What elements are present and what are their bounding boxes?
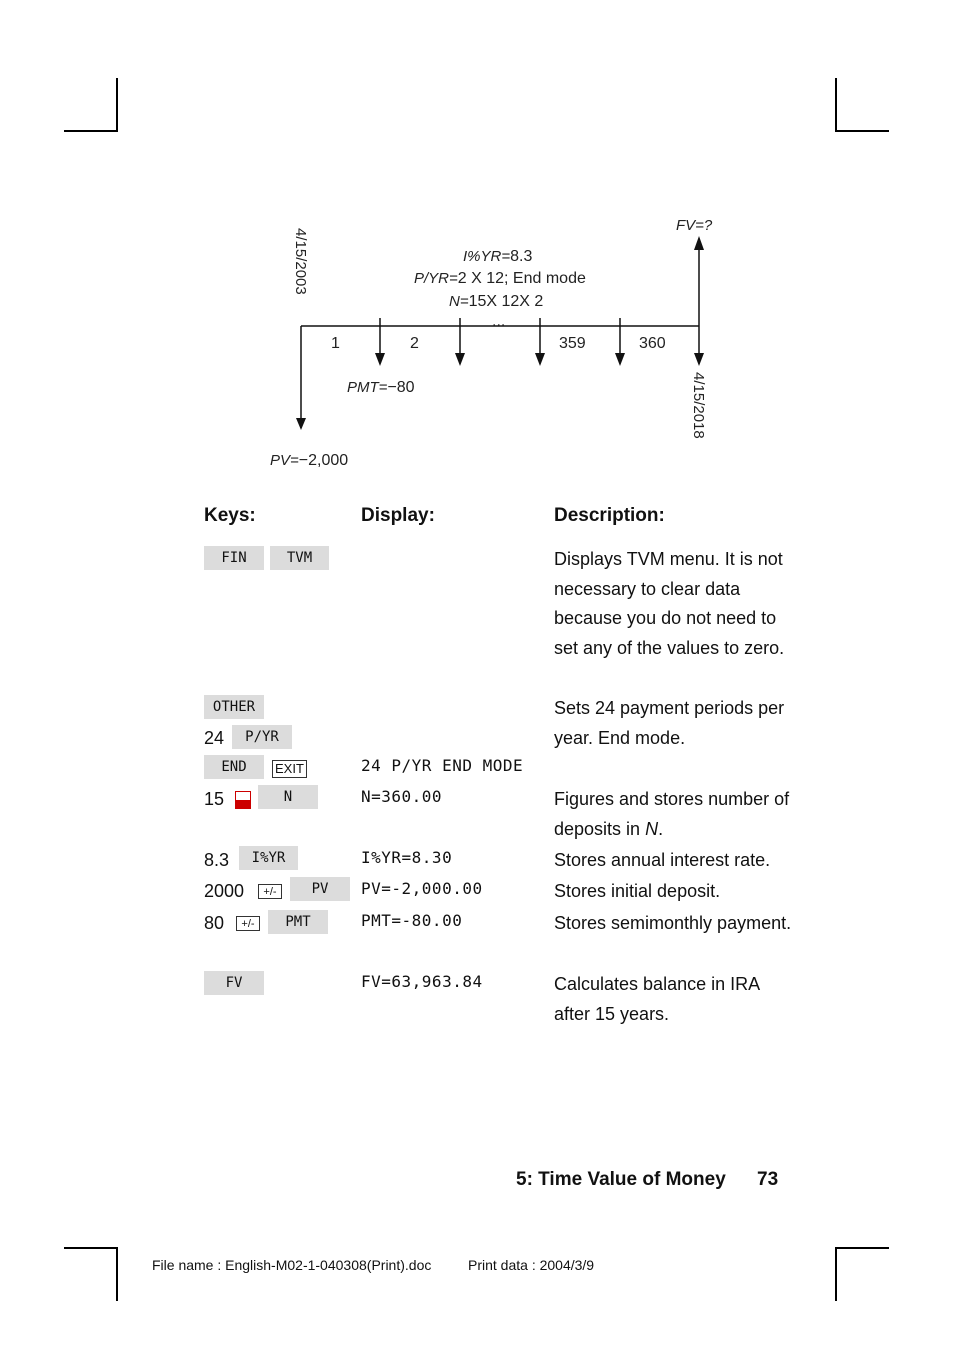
- crop-mark-bottom-left-v: [116, 1247, 118, 1301]
- file-name: File name : English-M02-1-040308(Print).doc: [152, 1257, 432, 1273]
- pv-label: PV=: [270, 452, 299, 469]
- description-header: Description:: [554, 505, 665, 526]
- display-readout: I%YR=8.30: [361, 848, 453, 867]
- svg-text:PMT=−80: [347, 379, 415, 396]
- description-text: Displays TVM menu. It is not necessary to clear data because you do not need to set any of the values to zero.: [554, 549, 785, 659]
- fv-key[interactable]: FV: [204, 971, 264, 995]
- svg-text:P/YR=2 X 12; End mode: [414, 270, 586, 287]
- display-readout: FV=63,963.84: [361, 972, 483, 991]
- end-date: 4/15/2018: [690, 372, 707, 439]
- start-date: 4/15/2003: [292, 228, 309, 295]
- display-readout: N=360.00: [361, 787, 443, 806]
- shift-key-icon[interactable]: [235, 791, 251, 809]
- iyr-label: I%YR=: [463, 248, 511, 265]
- chapter-title: 5: Time Value of Money: [516, 1169, 726, 1190]
- ellipsis: ...: [492, 313, 506, 330]
- crop-mark-bottom-left-h: [64, 1247, 118, 1249]
- pv-value: −2,000: [298, 452, 349, 469]
- description-text: Calculates balance in IRA after 15 years.: [554, 974, 760, 1024]
- pyr-label: P/YR=: [414, 270, 458, 287]
- pyr-value: 2 X 12; End mode: [457, 270, 586, 287]
- key-prefix: 15: [204, 789, 225, 809]
- key-prefix: 8.3: [204, 850, 230, 870]
- key-prefix: 2000: [204, 881, 245, 901]
- change-sign-key[interactable]: +/-: [236, 916, 260, 931]
- n-key[interactable]: N: [258, 785, 318, 809]
- fin-key[interactable]: FIN: [204, 546, 264, 570]
- pmt-label: PMT=: [347, 379, 388, 396]
- description-text: Figures and stores number of deposits in N.: [554, 789, 790, 839]
- iyr-value: 8.3: [510, 248, 533, 265]
- keys-header: Keys:: [204, 505, 256, 526]
- display-readout: 24 P/YR END MODE: [361, 756, 524, 775]
- cash-flow-diagram: [0, 0, 954, 480]
- period-label: 2: [410, 335, 419, 352]
- end-key[interactable]: END: [204, 755, 264, 779]
- description-text: Stores initial deposit.: [554, 881, 721, 901]
- pyr-key[interactable]: P/YR: [232, 725, 292, 749]
- page-number: 73: [757, 1169, 779, 1190]
- exit-key[interactable]: EXIT: [272, 760, 307, 778]
- pmt-key[interactable]: PMT: [268, 910, 328, 934]
- description-text: Stores semimonthly payment.: [554, 913, 792, 933]
- description-text: Sets 24 payment periods per year. End mode.: [554, 698, 785, 748]
- print-data: Print data : 2004/3/9: [468, 1257, 595, 1273]
- svg-text:PV=−2,000: [270, 452, 348, 469]
- period-label: 359: [559, 335, 586, 352]
- crop-mark-bottom-right-v: [835, 1247, 837, 1301]
- period-label: 1: [331, 335, 340, 352]
- n-label: N=: [449, 293, 469, 310]
- crop-mark-bottom-right-h: [835, 1247, 889, 1249]
- tvm-key[interactable]: TVM: [270, 546, 329, 570]
- key-prefix: 80: [204, 913, 225, 933]
- display-readout: PMT=-80.00: [361, 911, 463, 930]
- pv-key[interactable]: PV: [290, 877, 350, 901]
- pmt-value: −80: [387, 379, 415, 396]
- key-prefix: 24: [204, 728, 225, 748]
- display-readout: PV=-2,000.00: [361, 879, 483, 898]
- n-value: 15X 12X 2: [468, 293, 544, 310]
- svg-text:N=15X 12X 2: [449, 293, 543, 310]
- period-label: 360: [639, 335, 666, 352]
- other-key[interactable]: OTHER: [204, 695, 264, 719]
- display-header: Display:: [361, 505, 435, 526]
- svg-text:I%YR=8.3: [463, 248, 532, 265]
- change-sign-key[interactable]: +/-: [258, 884, 282, 899]
- description-text: Stores annual interest rate.: [554, 850, 771, 870]
- fv-label: FV=?: [676, 217, 713, 234]
- iyr-key[interactable]: I%YR: [239, 846, 298, 870]
